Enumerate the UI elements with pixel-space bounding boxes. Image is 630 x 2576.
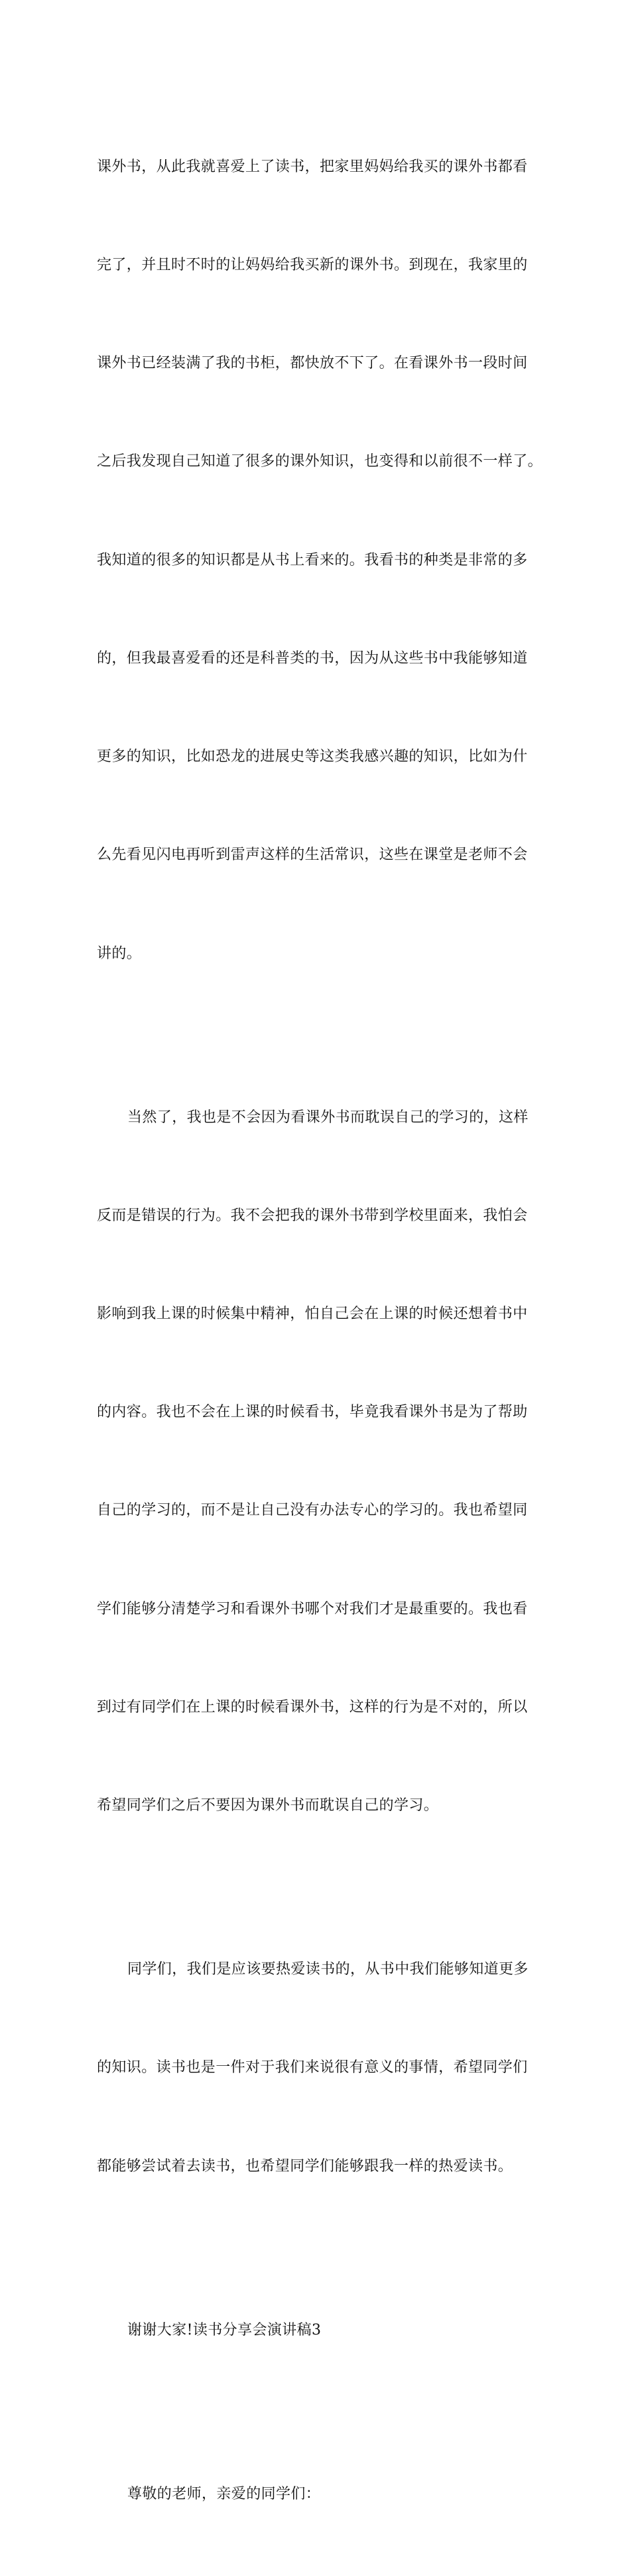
text-line: 希望同学们之后不要因为课外书而耽误自己的学习。 xyxy=(97,1797,439,1814)
salutation-line: 尊敬的老师，亲爱的同学们： xyxy=(127,2485,321,2502)
text-line: 都能够尝试着去读书，也希望同学们能够跟我一样的热爱读书。 xyxy=(97,2157,513,2175)
text-line: 反而是错误的行为。我不会把我的课外书带到学校里面来，我怕会 xyxy=(97,1207,528,1224)
text-line: 课外书已经装满了我的书柜，都快放不下了。在看课外书一段时间 xyxy=(97,355,528,372)
text-line: 么先看见闪电再听到雷声这样的生活常识，这些在课堂是老师不会 xyxy=(97,847,528,864)
text-line: 的知识。读书也是一件对于我们来说很有意义的事情，希望同学们 xyxy=(97,2059,528,2076)
text-line: 自己的学习的，而不是让自己没有办法专心的学习的。我也希望同 xyxy=(97,1502,528,1519)
paragraph-1 xyxy=(97,85,542,1036)
text-line: 讲的。 xyxy=(97,945,142,962)
paragraph-3 xyxy=(97,1887,542,2248)
text-line: 的，但我最喜爱看的还是科普类的书，因为从这些书中我能够知道 xyxy=(97,649,528,667)
text-line: 学们能够分清楚学习和看课外书哪个对我们才是最重要的。我也看 xyxy=(97,1600,528,1617)
text-line: 更多的知识，比如恐龙的进展史等这类我感兴趣的知识，比如为什 xyxy=(97,748,528,766)
document-body xyxy=(97,85,542,2576)
paragraph-5 xyxy=(97,2412,542,2576)
text-line: 之后我发现自己知道了很多的课外知识，也变得和以前很不一样了。 xyxy=(97,453,543,470)
paragraph-2 xyxy=(97,1036,542,1888)
paragraph-4 xyxy=(97,2248,542,2412)
text-line: 课外书，从此我就喜爱上了读书，把家里妈妈给我买的课外书都看 xyxy=(97,158,528,175)
text-line: 的内容。我也不会在上课的时候看书，毕竟我看课外书是为了帮助 xyxy=(97,1404,528,1421)
text-line: 同学们，我们是应该要热爱读书的，从书中我们能够知道更多 xyxy=(127,1961,529,1978)
speech-title-line: 谢谢大家!读书分享会演讲稿3 xyxy=(127,2321,322,2339)
text-line: 我知道的很多的知识都是从书上看来的。我看书的种类是非常的多 xyxy=(97,551,528,569)
text-line: 当然了，我也是不会因为看课外书而耽误自己的学习的，这样 xyxy=(127,1109,529,1126)
text-line: 到过有同学们在上课的时候看课外书，这样的行为是不对的，所以 xyxy=(97,1698,528,1716)
text-line: 影响到我上课的时候集中精神，怕自己会在上课的时候还想着书中 xyxy=(97,1306,528,1323)
text-line: 完了，并且时不时的让妈妈给我买新的课外书。到现在，我家里的 xyxy=(97,257,528,274)
